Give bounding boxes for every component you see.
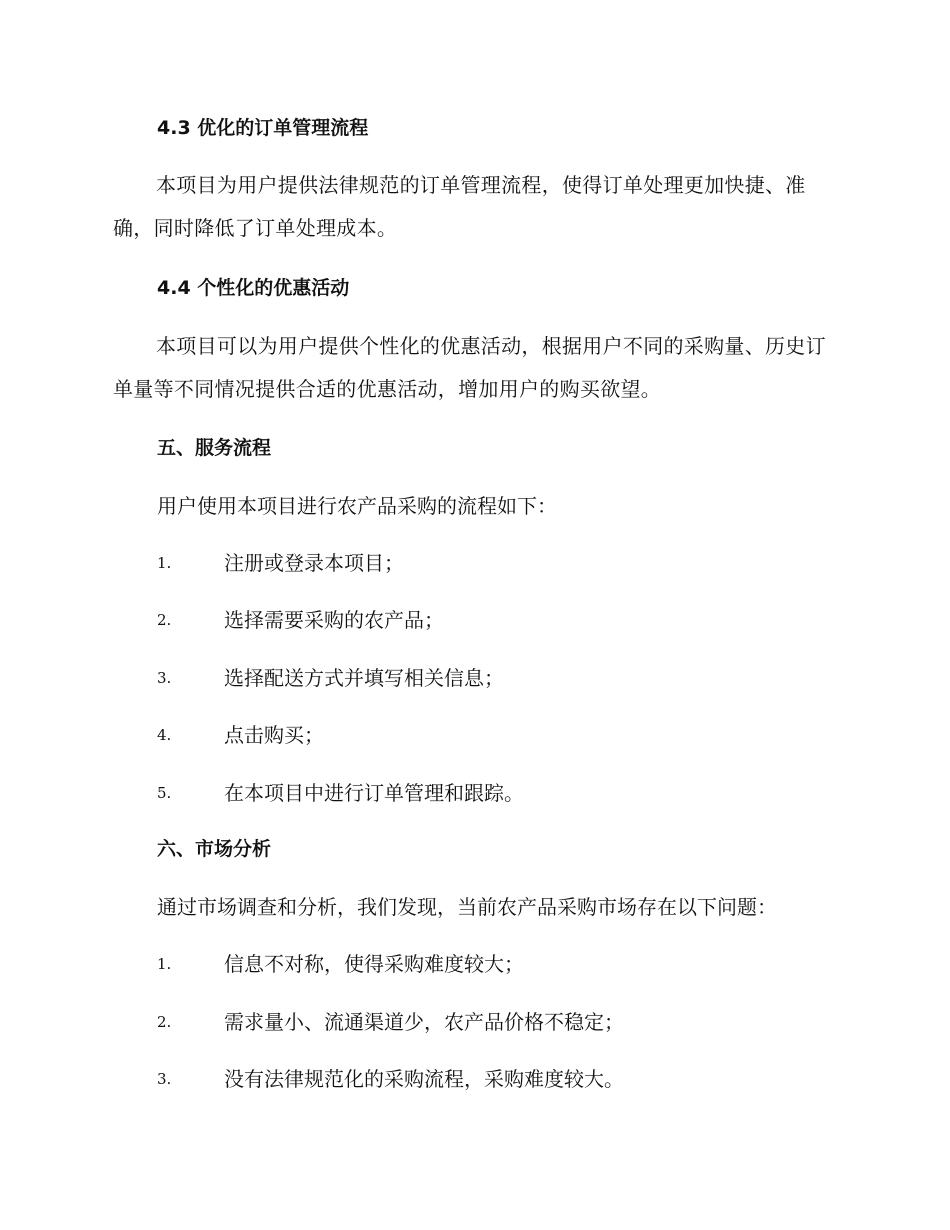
- list-number: 2.: [157, 1013, 172, 1031]
- list-number: 2.: [157, 611, 172, 629]
- list-text: 选择配送方式并填写相关信息；: [224, 666, 504, 690]
- list-item: [157, 721, 837, 749]
- section-6-heading: 六、市场分析: [157, 838, 272, 860]
- list-number: 5.: [157, 784, 172, 802]
- section-4-3-heading: 4.3 优化的订单管理流程: [157, 117, 369, 139]
- section-6-intro: 通过市场调查和分析，我们发现，当前农产品采购市场存在以下问题：: [157, 895, 777, 919]
- list-number: 3.: [157, 1070, 172, 1088]
- list-text: 点击购买；: [224, 723, 324, 747]
- list-text: 在本项目中进行订单管理和跟踪。: [224, 781, 524, 805]
- section-4-4-heading: 4.4 个性化的优惠活动: [157, 277, 350, 299]
- list-item: [157, 779, 837, 807]
- section-5-heading: 五、服务流程: [157, 437, 272, 459]
- section-4-4-paragraph: 本项目可以为用户提供个性化的优惠活动，根据用户不同的采购量、历史订单量等不同情况提供合适的优惠活动，增加用户的购买欲望。: [113, 334, 826, 401]
- list-text: 没有法律规范化的采购流程，采购难度较大。: [224, 1067, 624, 1091]
- list-number: 3.: [157, 669, 172, 687]
- list-item: [157, 549, 837, 577]
- list-item: [157, 1065, 837, 1093]
- list-text: 注册或登录本项目；: [224, 551, 404, 575]
- list-number: 1.: [157, 554, 172, 572]
- list-item: [157, 950, 837, 978]
- list-number: 1.: [157, 955, 172, 973]
- list-text: 选择需要采购的农产品；: [224, 608, 444, 632]
- section-5-intro: 用户使用本项目进行农产品采购的流程如下：: [157, 494, 557, 518]
- list-item: [157, 606, 837, 634]
- list-number: 4.: [157, 726, 172, 744]
- section-4-3-paragraph: 本项目为用户提供法律规范的订单管理流程，使得订单处理更加快捷、准确，同时降低了订单处理成本。: [113, 173, 806, 240]
- list-text: 需求量小、流通渠道少，农产品价格不稳定；: [224, 1010, 624, 1034]
- list-item: [157, 664, 837, 692]
- list-text: 信息不对称，使得采购难度较大；: [224, 952, 524, 976]
- list-item: [157, 1008, 837, 1036]
